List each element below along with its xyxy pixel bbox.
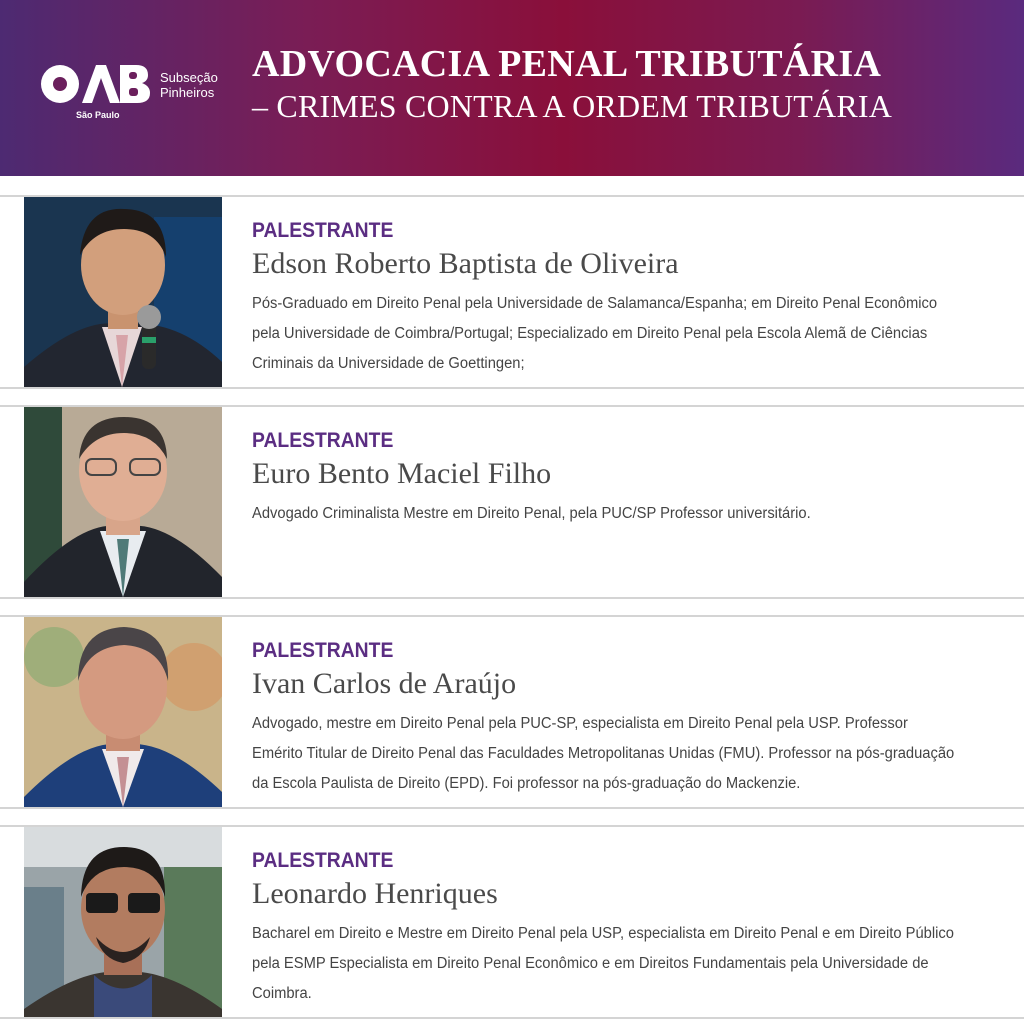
title-line-2: – CRIMES CONTRA A ORDEM TRIBUTÁRIA [252,88,893,124]
speaker-photo-4 [24,827,222,1017]
speaker-name-3: Ivan Carlos de Araújo [252,667,517,700]
speaker-photo-2 [24,407,222,597]
oab-logo-mark-icon [40,62,150,108]
speaker-photo-3 [24,617,222,807]
logo-subsection-line1: Subseção [160,70,218,85]
header-banner [0,0,1024,176]
logo-subsection [160,70,218,100]
speaker-photo-1 [24,197,222,387]
speaker-role-1: PALESTRANTE [252,219,394,242]
speaker-card-2 [0,405,1024,599]
speaker-bio-3: Advogado, mestre em Direito Penal pela PUC-SP, especialista em Direito Penal pela USP. Professor Emérito Titular de Direito Penal das Faculdades Metropolitanas Unidas (FMU). Professor na pós-graduação da Escola Paulista de Direito (EPD). Foi professor na pós-graduação do Mackenzie. [252,715,955,792]
speaker-card-1 [0,195,1024,389]
speaker-role-4: PALESTRANTE [252,849,394,872]
logo-region: São Paulo [76,110,120,120]
speaker-role-2: PALESTRANTE [252,429,394,452]
oab-logo [40,62,230,122]
speaker-card-4 [0,825,1024,1019]
speaker-portrait-2-icon [24,407,222,597]
speaker-name-2: Euro Bento Maciel Filho [252,457,552,490]
page-title [252,42,892,126]
speaker-portrait-4-icon [24,827,222,1017]
title-line-1: ADVOCACIA PENAL TRIBUTÁRIA [252,43,882,85]
speaker-bio-2: Advogado Criminalista Mestre em Direito Penal, pela PUC/SP Professor universitário. [252,505,811,522]
logo-subsection-line2: Pinheiros [160,85,215,100]
speaker-portrait-1-icon [24,197,222,387]
speaker-bio-4: Bacharel em Direito e Mestre em Direito Penal pela USP, especialista em Direito Penal e em Direito Público pela ESMP Especialista em Direito Penal Econômico e em Direitos Fundamentais pela Universidade de Coimbra. [252,925,954,1002]
speaker-portrait-3-icon [24,617,222,807]
speaker-name-1: Edson Roberto Baptista de Oliveira [252,247,679,280]
speaker-role-3: PALESTRANTE [252,639,394,662]
speaker-bio-1: Pós-Graduado em Direito Penal pela Universidade de Salamanca/Espanha; em Direito Penal Econômico pela Universidade de Coimbra/Portugal; Especializado em Direito Penal pela Escola Alemã de Ciências Criminais da Universidade de Goettingen; [252,295,938,372]
speaker-name-4: Leonardo Henriques [252,877,498,910]
speaker-card-3 [0,615,1024,809]
